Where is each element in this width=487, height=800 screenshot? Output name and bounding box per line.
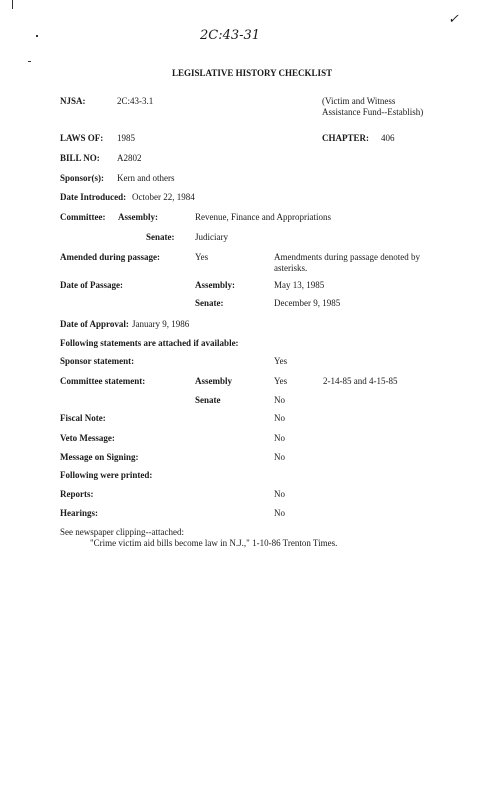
message-signing-label: Message on Signing:: [60, 452, 139, 462]
statements-header: Following statements are attached if available:: [60, 338, 239, 348]
handwritten-check: ✓: [448, 12, 459, 27]
hearings-value: No: [274, 508, 285, 518]
scan-dot-2: [28, 61, 31, 62]
printed-header: Following were printed:: [60, 470, 153, 480]
approval-value: January 9, 1986: [132, 319, 190, 329]
message-signing-value: No: [274, 452, 285, 462]
fiscal-note-value: No: [274, 413, 285, 423]
committee-assembly-value: Revenue, Finance and Appropriations: [195, 212, 331, 222]
page-title: LEGISLATIVE HISTORY CHECKLIST: [172, 68, 333, 78]
passage-label: Date of Passage:: [60, 280, 123, 290]
hearings-label: Hearings:: [60, 508, 98, 518]
passage-assembly-label: Assembly:: [195, 280, 235, 290]
njsa-label: NJSA:: [60, 96, 86, 106]
clipping-label: See newspaper clipping--attached:: [60, 527, 184, 537]
date-introduced-value: October 22, 1984: [132, 192, 195, 202]
chapter-value: 406: [381, 133, 395, 143]
committee-assembly-label: Assembly:: [118, 212, 158, 222]
laws-of-value: 1985: [117, 133, 135, 143]
sponsors-value: Kern and others: [117, 173, 175, 183]
laws-of-label: LAWS OF:: [60, 133, 104, 143]
amended-label: Amended during passage:: [60, 252, 161, 262]
date-introduced-label: Date Introduced:: [60, 192, 127, 202]
clipping-text: "Crime victim aid bills become law in N.J.," 1-10-86 Trenton Times.: [90, 538, 338, 548]
handwritten-number: 2C:43-31: [200, 28, 261, 43]
committee-statement-senate-value: No: [274, 395, 285, 405]
committee-statement-assembly-label: Assembly: [195, 376, 233, 386]
committee-statement-assembly-value: Yes: [274, 376, 288, 386]
bill-no-label: BILL NO:: [60, 153, 100, 163]
passage-assembly-value: May 13, 1985: [274, 280, 325, 290]
approval-label: Date of Approval:: [60, 319, 129, 329]
committee-statement-label: Committee statement:: [60, 376, 146, 386]
amended-value: Yes: [195, 252, 209, 262]
veto-message-value: No: [274, 433, 285, 443]
committee-label: Committee:: [60, 212, 106, 222]
passage-senate-value: December 9, 1985: [274, 298, 341, 308]
committee-statement-senate-label: Senate: [195, 395, 221, 405]
reports-value: No: [274, 489, 285, 499]
committee-statement-assembly-dates: 2-14-85 and 4-15-85: [323, 376, 398, 386]
chapter-label: CHAPTER:: [322, 133, 369, 143]
committee-senate-value: Judiciary: [195, 232, 228, 242]
bill-no-value: A2802: [117, 153, 142, 163]
fiscal-note-label: Fiscal Note:: [60, 413, 106, 423]
scan-mark-top: [12, 0, 13, 9]
passage-senate-label: Senate:: [195, 298, 224, 308]
reports-label: Reports:: [60, 489, 94, 499]
njsa-value: 2C:43-3.1: [117, 96, 154, 106]
veto-message-label: Veto Message:: [60, 433, 115, 443]
amended-note: Amendments during passage denoted by asterisks.: [274, 252, 420, 273]
sponsor-statement-value: Yes: [274, 356, 288, 366]
sponsors-label: Sponsor(s):: [60, 173, 105, 183]
sponsor-statement-label: Sponsor statement:: [60, 356, 135, 366]
committee-senate-label: Senate:: [146, 232, 175, 242]
scan-dot-1: [36, 35, 38, 37]
njsa-description: (Victim and Witness Assistance Fund--Establish): [322, 96, 424, 117]
